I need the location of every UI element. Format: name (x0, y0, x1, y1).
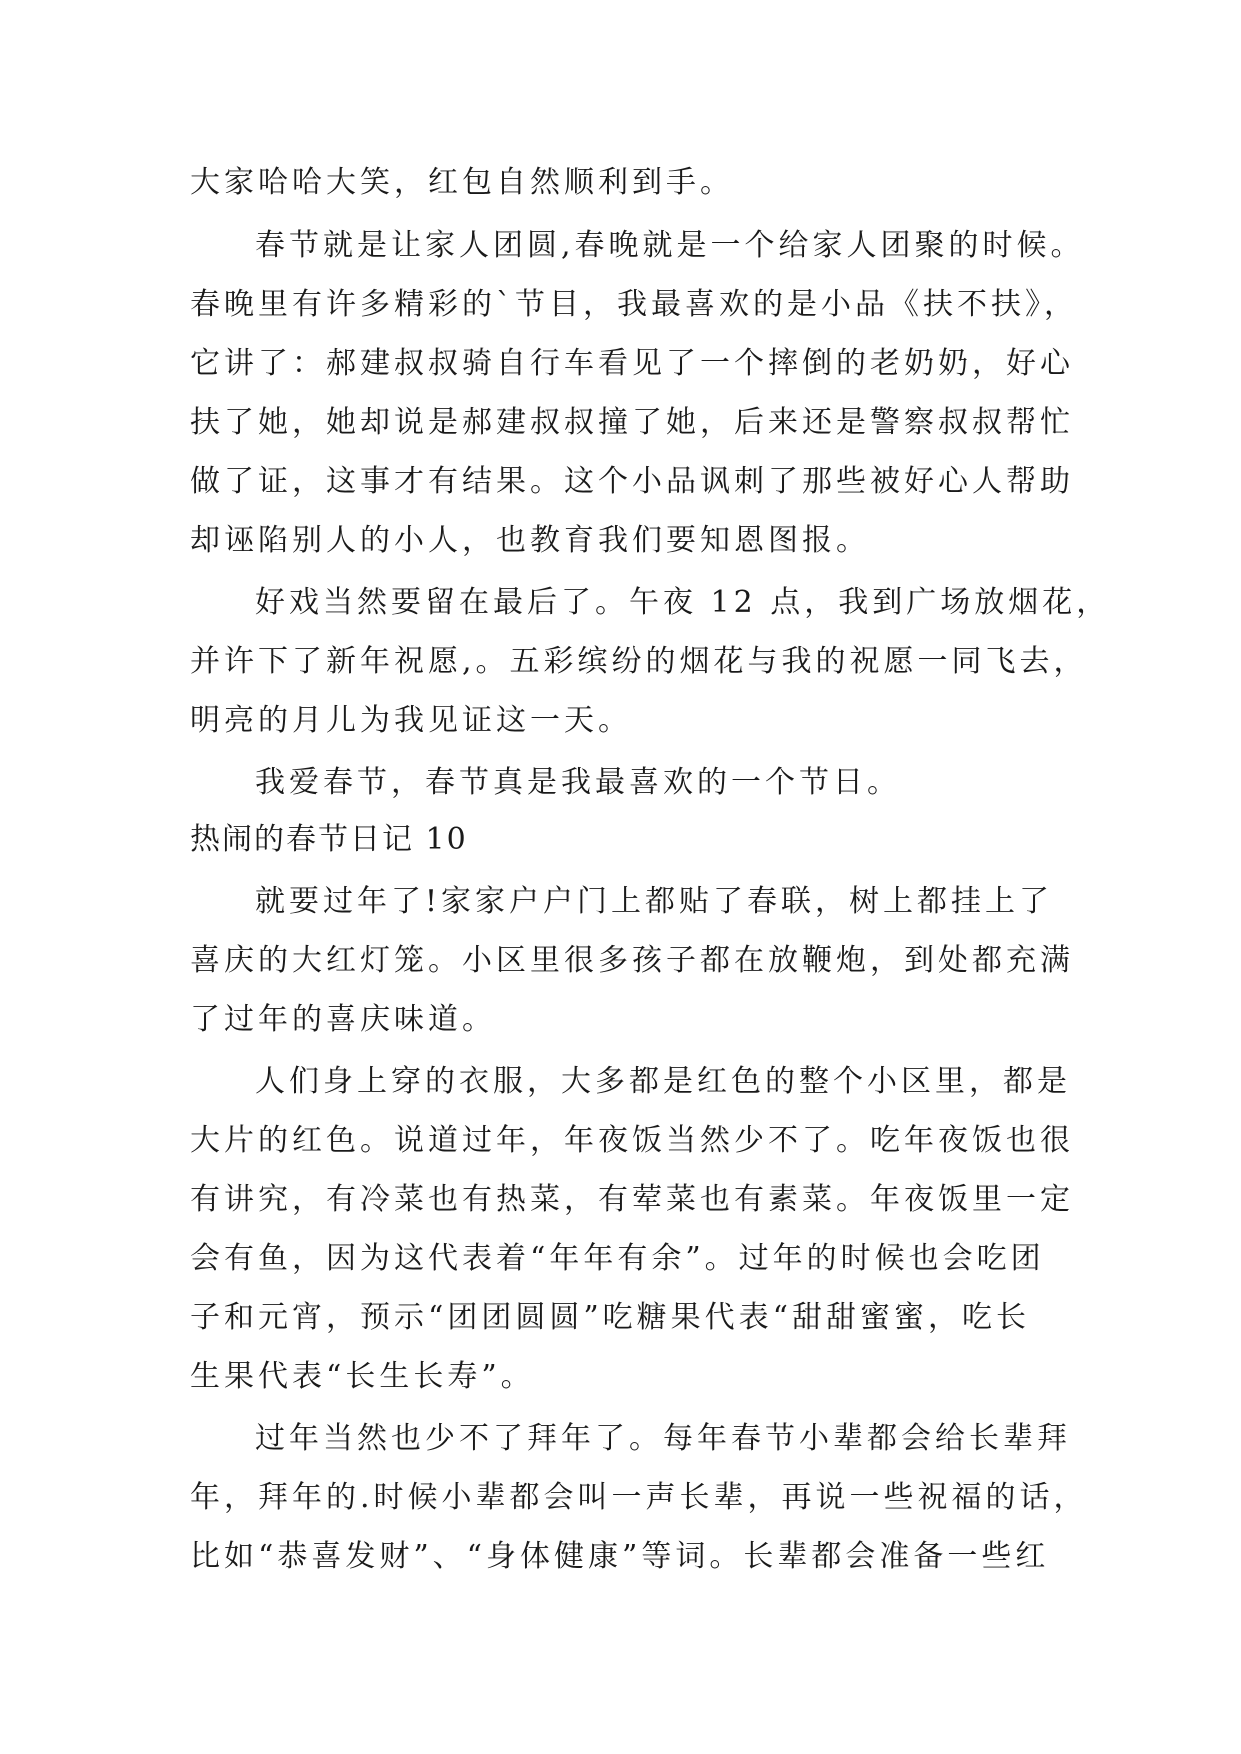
text-line: 喜庆的大红灯笼。小区里很多孩子都在放鞭炮，到处都充满 (190, 943, 1074, 978)
paragraph-first-line: 春节就是让家人团圆,春晚就是一个给家人团聚的时候。 (255, 228, 1085, 263)
text-line: 子和元宵，预示“团团圆圆”吃糖果代表“甜甜蜜蜜，吃长 (190, 1300, 1031, 1335)
paragraph-first-line: 我爱春节，春节真是我最喜欢的一个节日。 (255, 765, 901, 800)
text-line: 明亮的月儿为我见证这一天。 (190, 703, 632, 738)
text-line: 年，拜年的.时候小辈都会叫一声长辈，再说一些祝福的话， (190, 1480, 1088, 1515)
text-line: 扶了她，她却说是郝建叔叔撞了她，后来还是警察叔叔帮忙 (190, 405, 1074, 440)
text-line: 大片的红色。说道过年，年夜饭当然少不了。吃年夜饭也很 (190, 1123, 1074, 1158)
paragraph-first-line: 过年当然也少不了拜年了。每年春节小辈都会给长辈拜 (255, 1421, 1071, 1456)
text-line: 比如“恭喜发财”、“身体健康”等词。长辈都会准备一些红 (190, 1539, 1050, 1574)
text-line: 大家哈哈大笑，红包自然顺利到手。 (190, 165, 734, 200)
text-line: 了过年的喜庆味道。 (190, 1002, 496, 1037)
paragraph-first-line: 好戏当然要留在最后了。午夜 12 点，我到广场放烟花， (255, 585, 1111, 620)
section-heading: 热闹的春节日记 10 (190, 822, 468, 857)
text-line: 生果代表“长生长寿”。 (190, 1359, 535, 1394)
text-line: 春晚里有许多精彩的`节目，我最喜欢的是小品《扶不扶》， (190, 287, 1078, 322)
text-line: 它讲了：郝建叔叔骑自行车看见了一个摔倒的老奶奶，好心 (190, 346, 1074, 381)
text-line: 并许下了新年祝愿,。五彩缤纷的烟花与我的祝愿一同飞去， (190, 644, 1088, 679)
text-line: 做了证，这事才有结果。这个小品讽刺了那些被好心人帮助 (190, 464, 1074, 499)
text-line: 有讲究，有冷菜也有热菜，有荤菜也有素菜。年夜饭里一定 (190, 1182, 1074, 1217)
paragraph-first-line: 就要过年了!家家户户门上都贴了春联，树上都挂上了 (255, 884, 1054, 919)
text-line: 却诬陷别人的小人，也教育我们要知恩图报。 (190, 523, 870, 558)
text-line: 会有鱼，因为这代表着“年年有余”。过年的时候也会吃团 (190, 1241, 1045, 1276)
paragraph-first-line: 人们身上穿的衣服，大多都是红色的整个小区里，都是 (255, 1064, 1071, 1099)
